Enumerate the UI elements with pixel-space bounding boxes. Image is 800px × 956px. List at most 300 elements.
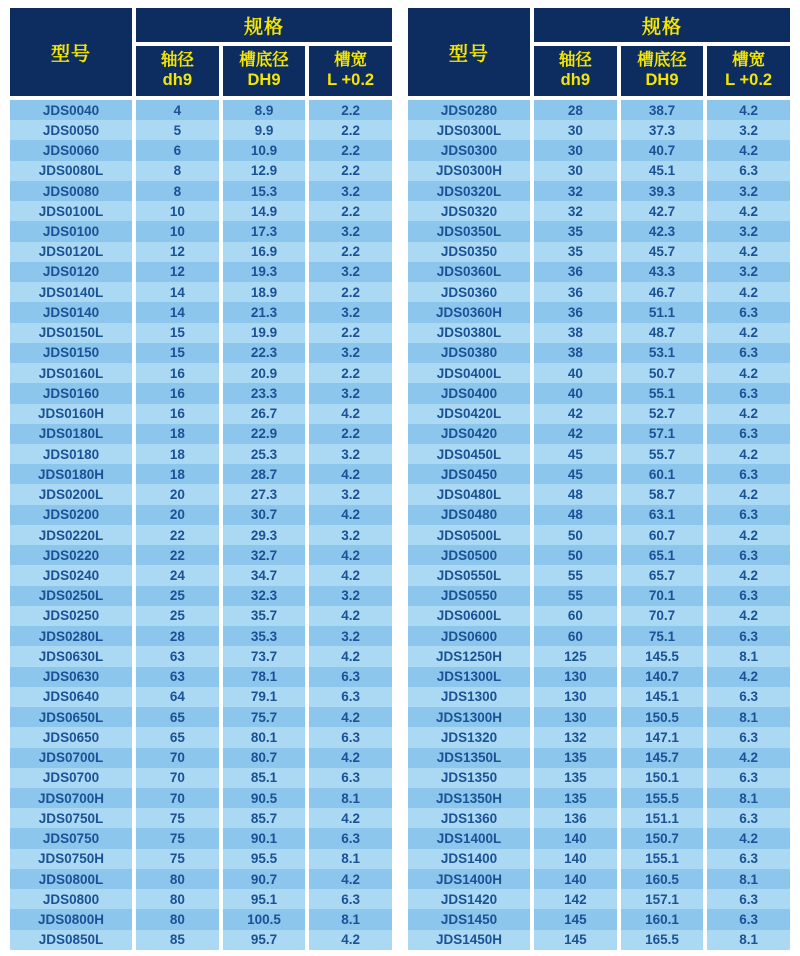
cell-groove-bottom-diameter: 35.7 <box>223 606 306 626</box>
table-row <box>408 748 790 768</box>
table-row <box>10 505 392 525</box>
cell-groove-width: 3.2 <box>309 343 392 363</box>
table-row <box>10 930 392 950</box>
cell-groove-bottom-diameter: 80.1 <box>223 727 306 747</box>
cell-groove-width: 6.3 <box>707 808 790 828</box>
cell-groove-width: 6.3 <box>309 828 392 848</box>
cell-groove-width: 3.2 <box>707 181 790 201</box>
cell-groove-width: 4.2 <box>309 606 392 626</box>
cell-shaft-diameter: 15 <box>136 343 219 363</box>
table-row <box>10 302 392 322</box>
cell-groove-bottom-diameter: 70.7 <box>621 606 704 626</box>
table-row <box>408 727 790 747</box>
cell-model: JDS0550 <box>408 586 530 606</box>
cell-groove-width: 6.3 <box>309 889 392 909</box>
groove-width-header <box>707 46 790 96</box>
cell-groove-width: 6.3 <box>707 161 790 181</box>
table-row <box>408 828 790 848</box>
table-row <box>408 646 790 666</box>
cell-groove-bottom-diameter: 90.1 <box>223 828 306 848</box>
cell-model: JDS0250 <box>10 606 132 626</box>
table-row <box>408 505 790 525</box>
cell-model: JDS0080L <box>10 161 132 181</box>
cell-groove-bottom-diameter: 27.3 <box>223 484 306 504</box>
cell-groove-bottom-diameter: 150.5 <box>621 707 704 727</box>
cell-shaft-diameter: 20 <box>136 505 219 525</box>
cell-groove-bottom-diameter: 55.7 <box>621 444 704 464</box>
table-row <box>10 444 392 464</box>
table-row <box>10 323 392 343</box>
cell-groove-width: 2.2 <box>309 323 392 343</box>
cell-model: JDS1360 <box>408 808 530 828</box>
cell-shaft-diameter: 30 <box>534 161 617 181</box>
cell-model: JDS1450H <box>408 930 530 950</box>
cell-shaft-diameter: 136 <box>534 808 617 828</box>
cell-shaft-diameter: 130 <box>534 687 617 707</box>
cell-groove-width: 4.2 <box>309 930 392 950</box>
table-row <box>408 909 790 929</box>
cell-groove-width: 3.2 <box>707 221 790 241</box>
cell-model: JDS0630 <box>10 667 132 687</box>
cell-groove-width: 3.2 <box>309 525 392 545</box>
table-body <box>10 100 392 950</box>
table-row <box>10 727 392 747</box>
cell-shaft-diameter: 28 <box>136 626 219 646</box>
cell-model: JDS0360 <box>408 282 530 302</box>
cell-groove-bottom-diameter: 10.9 <box>223 140 306 160</box>
table-row <box>408 808 790 828</box>
groove-width-symbol: L +0.2 <box>725 71 773 89</box>
cell-model: JDS0200 <box>10 505 132 525</box>
table-row <box>408 221 790 241</box>
cell-groove-width: 6.3 <box>707 302 790 322</box>
cell-model: JDS0120 <box>10 262 132 282</box>
cell-groove-width: 3.2 <box>309 444 392 464</box>
cell-groove-width: 8.1 <box>707 869 790 889</box>
cell-groove-bottom-diameter: 65.1 <box>621 545 704 565</box>
table-row <box>408 667 790 687</box>
cell-groove-bottom-diameter: 45.1 <box>621 161 704 181</box>
cell-groove-width: 2.2 <box>309 424 392 444</box>
cell-groove-bottom-diameter: 85.1 <box>223 768 306 788</box>
table-row <box>408 626 790 646</box>
cell-groove-width: 6.3 <box>707 383 790 403</box>
cell-shaft-diameter: 64 <box>136 687 219 707</box>
cell-model: JDS0380L <box>408 323 530 343</box>
cell-model: JDS0600L <box>408 606 530 626</box>
cell-groove-width: 4.2 <box>707 363 790 383</box>
cell-groove-width: 3.2 <box>309 221 392 241</box>
cell-shaft-diameter: 25 <box>136 606 219 626</box>
cell-shaft-diameter: 35 <box>534 242 617 262</box>
cell-shaft-diameter: 18 <box>136 464 219 484</box>
cell-groove-width: 4.2 <box>707 282 790 302</box>
cell-groove-bottom-diameter: 17.3 <box>223 221 306 241</box>
cell-shaft-diameter: 63 <box>136 646 219 666</box>
cell-model: JDS0140 <box>10 302 132 322</box>
groove-width-label: 槽宽 <box>334 51 368 70</box>
cell-groove-bottom-diameter: 39.3 <box>621 181 704 201</box>
cell-model: JDS0350L <box>408 221 530 241</box>
table-row <box>408 687 790 707</box>
cell-groove-bottom-diameter: 42.7 <box>621 201 704 221</box>
cell-model: JDS1300H <box>408 707 530 727</box>
cell-shaft-diameter: 16 <box>136 404 219 424</box>
cell-groove-bottom-diameter: 43.3 <box>621 262 704 282</box>
cell-shaft-diameter: 22 <box>136 525 219 545</box>
cell-shaft-diameter: 36 <box>534 282 617 302</box>
cell-groove-bottom-diameter: 155.5 <box>621 788 704 808</box>
cell-shaft-diameter: 80 <box>136 889 219 909</box>
cell-shaft-diameter: 75 <box>136 828 219 848</box>
cell-shaft-diameter: 20 <box>136 484 219 504</box>
cell-groove-width: 4.2 <box>309 869 392 889</box>
cell-model: JDS0180H <box>10 464 132 484</box>
cell-groove-width: 6.3 <box>707 424 790 444</box>
cell-shaft-diameter: 24 <box>136 565 219 585</box>
cell-model: JDS0100 <box>10 221 132 241</box>
cell-groove-width: 4.2 <box>309 808 392 828</box>
cell-groove-bottom-diameter: 100.5 <box>223 909 306 929</box>
table-row <box>10 221 392 241</box>
table-row <box>408 120 790 140</box>
cell-groove-bottom-diameter: 63.1 <box>621 505 704 525</box>
cell-model: JDS0700 <box>10 768 132 788</box>
cell-groove-width: 4.2 <box>309 505 392 525</box>
table-row <box>10 525 392 545</box>
cell-groove-width: 3.2 <box>309 262 392 282</box>
table-row <box>408 525 790 545</box>
cell-groove-width: 6.3 <box>707 464 790 484</box>
cell-model: JDS0050 <box>10 120 132 140</box>
table-row <box>10 242 392 262</box>
cell-shaft-diameter: 42 <box>534 404 617 424</box>
cell-groove-width: 4.2 <box>707 140 790 160</box>
table-row <box>10 363 392 383</box>
cell-groove-bottom-diameter: 57.1 <box>621 424 704 444</box>
cell-groove-bottom-diameter: 90.7 <box>223 869 306 889</box>
cell-groove-bottom-diameter: 22.3 <box>223 343 306 363</box>
groove-bottom-diameter-header <box>223 46 306 96</box>
cell-shaft-diameter: 145 <box>534 909 617 929</box>
cell-model: JDS1400H <box>408 869 530 889</box>
cell-model: JDS0360L <box>408 262 530 282</box>
cell-shaft-diameter: 70 <box>136 788 219 808</box>
cell-model: JDS0360H <box>408 302 530 322</box>
cell-model: JDS0160H <box>10 404 132 424</box>
cell-shaft-diameter: 12 <box>136 262 219 282</box>
table-row <box>408 869 790 889</box>
cell-shaft-diameter: 80 <box>136 909 219 929</box>
table-header <box>10 8 392 96</box>
table-row <box>10 262 392 282</box>
cell-groove-bottom-diameter: 34.7 <box>223 565 306 585</box>
table-row <box>10 181 392 201</box>
table-row <box>10 120 392 140</box>
cell-model: JDS0700L <box>10 748 132 768</box>
cell-groove-width: 2.2 <box>309 120 392 140</box>
table-row <box>408 323 790 343</box>
table-row <box>408 545 790 565</box>
cell-groove-width: 8.1 <box>707 930 790 950</box>
shaft-diameter-label: 轴径 <box>558 51 592 70</box>
table-row <box>408 444 790 464</box>
cell-groove-bottom-diameter: 28.7 <box>223 464 306 484</box>
cell-model: JDS0380 <box>408 343 530 363</box>
cell-shaft-diameter: 140 <box>534 849 617 869</box>
cell-groove-bottom-diameter: 79.1 <box>223 687 306 707</box>
cell-shaft-diameter: 75 <box>136 849 219 869</box>
cell-model: JDS0320L <box>408 181 530 201</box>
cell-groove-width: 2.2 <box>309 282 392 302</box>
cell-shaft-diameter: 38 <box>534 343 617 363</box>
cell-model: JDS0600 <box>408 626 530 646</box>
cell-groove-bottom-diameter: 145.1 <box>621 687 704 707</box>
cell-groove-width: 6.3 <box>309 727 392 747</box>
cell-shaft-diameter: 35 <box>534 221 617 241</box>
cell-groove-bottom-diameter: 12.9 <box>223 161 306 181</box>
table-row <box>10 140 392 160</box>
cell-shaft-diameter: 48 <box>534 505 617 525</box>
table-row <box>408 201 790 221</box>
cell-shaft-diameter: 50 <box>534 545 617 565</box>
cell-groove-width: 6.3 <box>309 768 392 788</box>
cell-groove-bottom-diameter: 26.7 <box>223 404 306 424</box>
table-row <box>10 626 392 646</box>
cell-groove-width: 6.3 <box>309 667 392 687</box>
cell-model: JDS0150L <box>10 323 132 343</box>
table-row <box>10 606 392 626</box>
cell-groove-bottom-diameter: 45.7 <box>621 242 704 262</box>
cell-groove-bottom-diameter: 78.1 <box>223 667 306 687</box>
cell-model: JDS0800H <box>10 909 132 929</box>
cell-model: JDS0500 <box>408 545 530 565</box>
cell-groove-bottom-diameter: 19.9 <box>223 323 306 343</box>
cell-shaft-diameter: 28 <box>534 100 617 120</box>
groove-bottom-diameter-symbol: DH9 <box>247 71 281 89</box>
cell-shaft-diameter: 4 <box>136 100 219 120</box>
cell-groove-bottom-diameter: 8.9 <box>223 100 306 120</box>
cell-groove-bottom-diameter: 32.7 <box>223 545 306 565</box>
cell-groove-width: 3.2 <box>707 262 790 282</box>
cell-groove-width: 4.2 <box>309 545 392 565</box>
cell-groove-width: 2.2 <box>309 201 392 221</box>
table-row <box>408 383 790 403</box>
cell-groove-bottom-diameter: 73.7 <box>223 646 306 666</box>
cell-groove-width: 4.2 <box>707 242 790 262</box>
table-row <box>10 424 392 444</box>
cell-model: JDS0420L <box>408 404 530 424</box>
table-row <box>408 424 790 444</box>
table-row <box>408 282 790 302</box>
cell-model: JDS1350H <box>408 788 530 808</box>
table-row <box>10 100 392 120</box>
cell-groove-bottom-diameter: 25.3 <box>223 444 306 464</box>
cell-shaft-diameter: 18 <box>136 424 219 444</box>
cell-model: JDS1300L <box>408 667 530 687</box>
cell-groove-bottom-diameter: 42.3 <box>621 221 704 241</box>
cell-groove-width: 6.3 <box>707 909 790 929</box>
cell-shaft-diameter: 18 <box>136 444 219 464</box>
cell-groove-bottom-diameter: 65.7 <box>621 565 704 585</box>
cell-groove-bottom-diameter: 157.1 <box>621 889 704 909</box>
cell-shaft-diameter: 135 <box>534 768 617 788</box>
cell-model: JDS1350 <box>408 768 530 788</box>
table-row <box>408 100 790 120</box>
cell-model: JDS1450 <box>408 909 530 929</box>
cell-model: JDS0160 <box>10 383 132 403</box>
cell-shaft-diameter: 45 <box>534 464 617 484</box>
cell-groove-width: 8.1 <box>707 788 790 808</box>
cell-shaft-diameter: 15 <box>136 323 219 343</box>
cell-shaft-diameter: 32 <box>534 201 617 221</box>
shaft-diameter-header <box>136 46 219 96</box>
cell-groove-width: 6.3 <box>707 343 790 363</box>
cell-groove-width: 3.2 <box>309 383 392 403</box>
table-row <box>408 788 790 808</box>
table-row <box>10 788 392 808</box>
cell-shaft-diameter: 65 <box>136 707 219 727</box>
cell-groove-bottom-diameter: 147.1 <box>621 727 704 747</box>
cell-groove-width: 4.2 <box>309 565 392 585</box>
cell-shaft-diameter: 140 <box>534 869 617 889</box>
table-row <box>10 889 392 909</box>
cell-groove-bottom-diameter: 150.7 <box>621 828 704 848</box>
cell-shaft-diameter: 40 <box>534 383 617 403</box>
cell-groove-bottom-diameter: 35.3 <box>223 626 306 646</box>
cell-model: JDS0060 <box>10 140 132 160</box>
cell-shaft-diameter: 25 <box>136 586 219 606</box>
cell-model: JDS0280L <box>10 626 132 646</box>
table-row <box>10 404 392 424</box>
spec-group-header: 规格 <box>136 8 392 42</box>
cell-groove-width: 4.2 <box>707 100 790 120</box>
cell-groove-bottom-diameter: 58.7 <box>621 484 704 504</box>
cell-model: JDS0480L <box>408 484 530 504</box>
cell-model: JDS0630L <box>10 646 132 666</box>
cell-groove-width: 3.2 <box>309 626 392 646</box>
table-body <box>408 100 790 950</box>
cell-groove-width: 4.2 <box>309 707 392 727</box>
cell-model: JDS0300L <box>408 120 530 140</box>
cell-groove-bottom-diameter: 32.3 <box>223 586 306 606</box>
cell-shaft-diameter: 8 <box>136 181 219 201</box>
cell-groove-width: 3.2 <box>707 120 790 140</box>
cell-groove-width: 8.1 <box>309 909 392 929</box>
cell-groove-bottom-diameter: 155.1 <box>621 849 704 869</box>
cell-shaft-diameter: 12 <box>136 242 219 262</box>
cell-model: JDS0150 <box>10 343 132 363</box>
cell-groove-width: 4.2 <box>707 444 790 464</box>
cell-model: JDS0450L <box>408 444 530 464</box>
cell-model: JDS0750L <box>10 808 132 828</box>
cell-model: JDS0400 <box>408 383 530 403</box>
cell-groove-width: 6.3 <box>707 889 790 909</box>
cell-groove-bottom-diameter: 40.7 <box>621 140 704 160</box>
cell-groove-width: 4.2 <box>707 828 790 848</box>
cell-groove-bottom-diameter: 60.7 <box>621 525 704 545</box>
table-row <box>10 687 392 707</box>
table-row <box>408 889 790 909</box>
cell-groove-width: 3.2 <box>309 586 392 606</box>
cell-groove-bottom-diameter: 55.1 <box>621 383 704 403</box>
spec-header-group <box>136 8 392 96</box>
cell-shaft-diameter: 85 <box>136 930 219 950</box>
shaft-diameter-header <box>534 46 617 96</box>
cell-model: JDS0320 <box>408 201 530 221</box>
cell-groove-bottom-diameter: 30.7 <box>223 505 306 525</box>
cell-shaft-diameter: 63 <box>136 667 219 687</box>
cell-shaft-diameter: 130 <box>534 707 617 727</box>
cell-groove-bottom-diameter: 95.5 <box>223 849 306 869</box>
cell-model: JDS0550L <box>408 565 530 585</box>
cell-shaft-diameter: 55 <box>534 565 617 585</box>
cell-model: JDS0200L <box>10 484 132 504</box>
cell-groove-bottom-diameter: 21.3 <box>223 302 306 322</box>
groove-bottom-diameter-label: 槽底径 <box>239 51 289 70</box>
table-row <box>10 646 392 666</box>
cell-groove-width: 6.3 <box>707 626 790 646</box>
cell-shaft-diameter: 60 <box>534 626 617 646</box>
shaft-diameter-symbol: dh9 <box>162 71 192 89</box>
table-row <box>408 768 790 788</box>
cell-groove-width: 2.2 <box>309 140 392 160</box>
groove-width-symbol: L +0.2 <box>327 71 375 89</box>
cell-groove-bottom-diameter: 29.3 <box>223 525 306 545</box>
cell-groove-bottom-diameter: 51.1 <box>621 302 704 322</box>
cell-groove-width: 4.2 <box>707 323 790 343</box>
cell-groove-width: 4.2 <box>707 606 790 626</box>
cell-groove-width: 6.3 <box>707 687 790 707</box>
cell-groove-bottom-diameter: 37.3 <box>621 120 704 140</box>
cell-shaft-diameter: 30 <box>534 120 617 140</box>
cell-model: JDS1400 <box>408 849 530 869</box>
groove-width-label: 槽宽 <box>732 51 766 70</box>
cell-model: JDS1300 <box>408 687 530 707</box>
cell-groove-width: 2.2 <box>309 242 392 262</box>
cell-groove-bottom-diameter: 165.5 <box>621 930 704 950</box>
cell-groove-width: 6.3 <box>707 586 790 606</box>
cell-shaft-diameter: 48 <box>534 484 617 504</box>
table-row <box>10 586 392 606</box>
cell-groove-bottom-diameter: 151.1 <box>621 808 704 828</box>
table-row <box>408 262 790 282</box>
cell-groove-bottom-diameter: 80.7 <box>223 748 306 768</box>
table-row <box>10 484 392 504</box>
groove-bottom-diameter-header <box>621 46 704 96</box>
cell-groove-width: 6.3 <box>309 687 392 707</box>
cell-shaft-diameter: 65 <box>136 727 219 747</box>
cell-shaft-diameter: 132 <box>534 727 617 747</box>
cell-groove-width: 2.2 <box>309 100 392 120</box>
cell-groove-width: 8.1 <box>707 707 790 727</box>
cell-model: JDS0850L <box>10 930 132 950</box>
table-row <box>10 828 392 848</box>
cell-shaft-diameter: 45 <box>534 444 617 464</box>
cell-model: JDS1400L <box>408 828 530 848</box>
cell-shaft-diameter: 75 <box>136 808 219 828</box>
table-row <box>10 667 392 687</box>
cell-model: JDS0080 <box>10 181 132 201</box>
cell-shaft-diameter: 50 <box>534 525 617 545</box>
cell-shaft-diameter: 40 <box>534 363 617 383</box>
cell-shaft-diameter: 30 <box>534 140 617 160</box>
cell-groove-width: 3.2 <box>309 484 392 504</box>
cell-model: JDS0750H <box>10 849 132 869</box>
cell-groove-bottom-diameter: 46.7 <box>621 282 704 302</box>
cell-groove-bottom-diameter: 140.7 <box>621 667 704 687</box>
cell-model: JDS0650 <box>10 727 132 747</box>
